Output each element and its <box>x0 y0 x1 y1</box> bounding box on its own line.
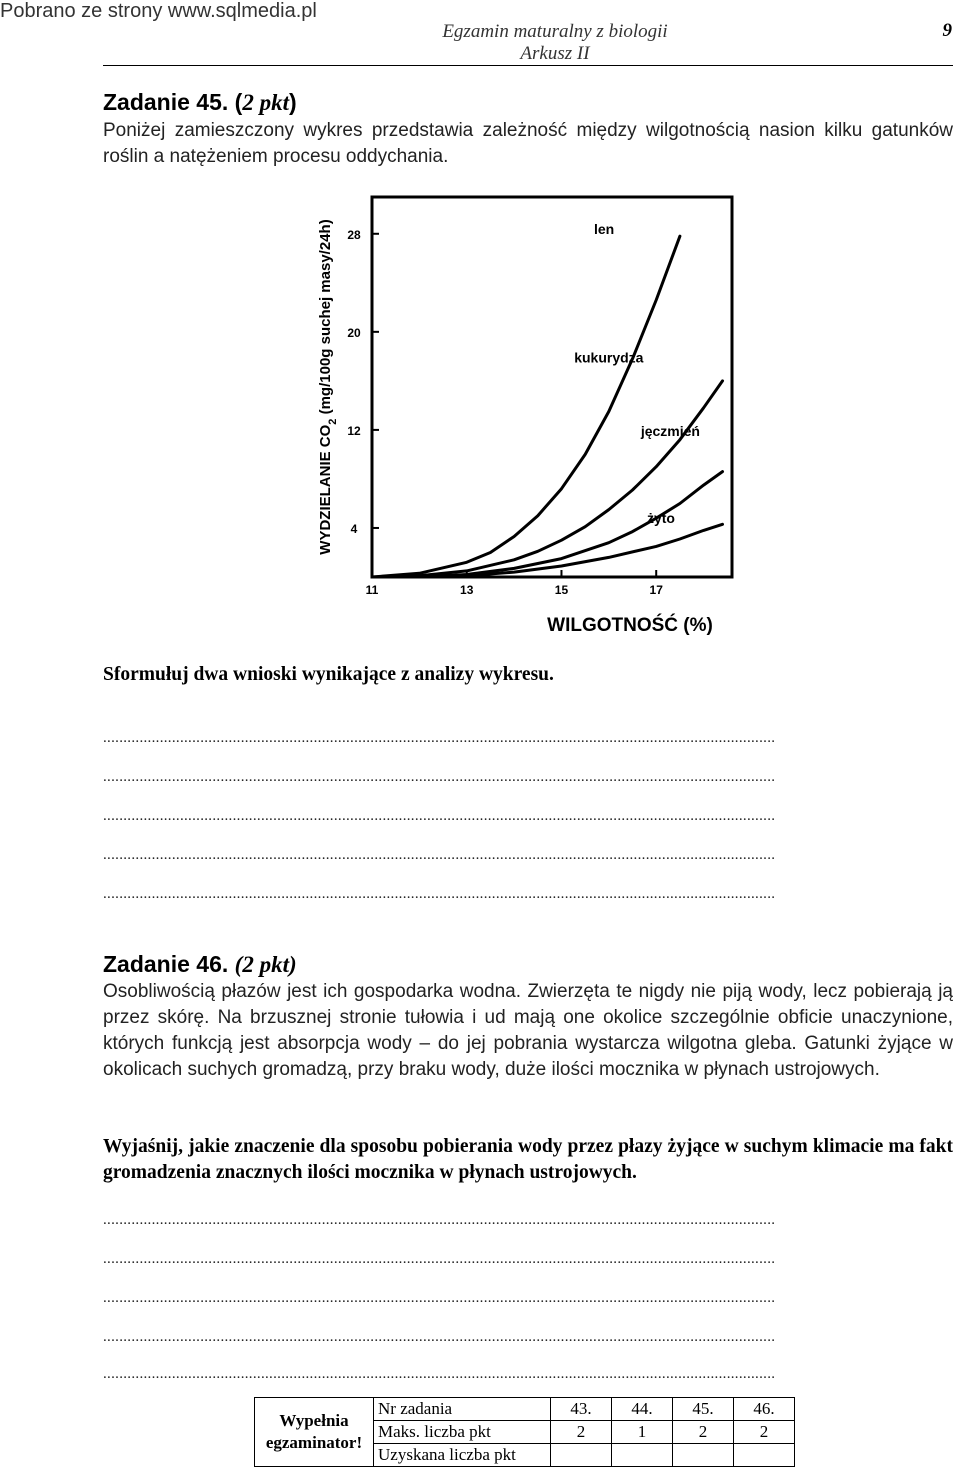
score-row-label: Nr zadania <box>374 1398 551 1421</box>
series-label: kukurydza <box>574 349 644 366</box>
score-cell: 1 <box>612 1421 673 1444</box>
score-input-cell[interactable] <box>734 1444 795 1467</box>
task-46-number: Zadanie 46. <box>103 951 229 977</box>
task-46-command: Wyjaśnij, jakie znaczenie dla sposobu pobierania wody przez płazy żyjące w suchym klimacie ma fakt gromadzenia znacznych ilości mocznika w płynach ustrojowych. <box>103 1136 953 1183</box>
score-table-label: Wypełnia egzaminator! <box>255 1398 374 1467</box>
y-tick-label: 28 <box>347 227 361 242</box>
answer-line[interactable]: ...................................................................................................................................................................... <box>103 1329 776 1345</box>
score-row-label: Maks. liczba pkt <box>374 1421 551 1444</box>
task-45-command: Sformułuj dwa wnioski wynikające z analizy wykresu. <box>103 664 554 685</box>
series-line <box>372 236 680 577</box>
watermark: Pobrano ze strony www.sqlmedia.pl <box>0 0 317 22</box>
answer-line[interactable]: ...................................................................................................................................................................... <box>103 769 776 785</box>
score-cell: 2 <box>734 1421 795 1444</box>
y-tick-label: 12 <box>347 423 361 438</box>
score-cell: 44. <box>612 1398 673 1421</box>
score-cell: 46. <box>734 1398 795 1421</box>
score-cell: 45. <box>673 1398 734 1421</box>
series-line <box>372 381 723 577</box>
task-46-text: Osobliwością płazów jest ich gospodarka wodna. Zwierzęta te nigdy nie piją wody, lecz pobierają ją przez skórę. Na brzusznej stronie tułowia i ud mają one okolice szczególnie obficie unaczynione, których funkcją jest absorpcja wody – do jej pobrania wystarcza wilgotna gleba. Gatunki żyjące w okolicach suchych gromadzą, przy braku wody, duże ilości mocznika w płynach ustrojowych. <box>103 981 953 1080</box>
header-exam-title: Egzamin maturalny z biologii <box>442 21 668 42</box>
task-46-title <box>103 951 297 978</box>
answer-line[interactable]: ...................................................................................................................................................................... <box>103 808 776 824</box>
score-table <box>254 1397 795 1467</box>
score-input-cell[interactable] <box>612 1444 673 1467</box>
task-45-title <box>103 89 297 116</box>
x-tick-label: 13 <box>460 583 474 597</box>
score-cell: 43. <box>551 1398 612 1421</box>
x-tick-label: 11 <box>365 583 379 597</box>
x-tick-label: 17 <box>649 583 663 597</box>
task-45-points: (2 pkt) <box>234 89 297 115</box>
plot-frame <box>372 197 732 577</box>
answer-line[interactable]: ...................................................................................................................................................................... <box>103 1251 776 1267</box>
y-tick-label: 4 <box>350 521 358 536</box>
task-45-intro: Poniżej zamieszczony wykres przedstawia zależność między wilgotnością nasion kilku gatunków roślin a natężeniem procesu oddychania. <box>103 120 953 167</box>
score-cell: 2 <box>551 1421 612 1444</box>
answer-line[interactable]: ...................................................................................................................................................................... <box>103 730 776 746</box>
x-axis-label: WILGOTNOŚĆ (%) <box>547 615 713 636</box>
header-sheet: Arkusz II <box>520 43 590 64</box>
task-46-points: (2 pkt) <box>234 952 297 977</box>
answer-line[interactable]: ...................................................................................................................................................................... <box>103 886 776 902</box>
answer-line[interactable]: ...................................................................................................................................................................... <box>103 847 776 863</box>
x-tick-label: 15 <box>554 583 569 597</box>
score-input-cell[interactable] <box>551 1444 612 1467</box>
answer-line[interactable]: ...................................................................................................................................................................... <box>103 1212 776 1228</box>
series-label: len <box>593 220 615 237</box>
answer-line[interactable]: ...................................................................................................................................................................... <box>103 1366 776 1382</box>
series-label: jęczmień <box>640 423 700 440</box>
score-input-cell[interactable] <box>673 1444 734 1467</box>
header-divider <box>103 65 953 66</box>
y-tick-label: 20 <box>347 325 361 340</box>
series-line <box>372 524 723 577</box>
y-axis-label: WYDZIELANIE $CO_2$ (mg/100g suchej masy/24h) <box>317 219 339 555</box>
score-row-label: Uzyskana liczba pkt <box>374 1444 551 1467</box>
series-label: żyto <box>646 510 675 527</box>
respiration-chart <box>300 185 740 645</box>
score-cell: 2 <box>673 1421 734 1444</box>
page-number: 9 <box>942 20 952 41</box>
answer-line[interactable]: ...................................................................................................................................................................... <box>103 1290 776 1306</box>
task-45-number: Zadanie 45. <box>103 89 229 115</box>
